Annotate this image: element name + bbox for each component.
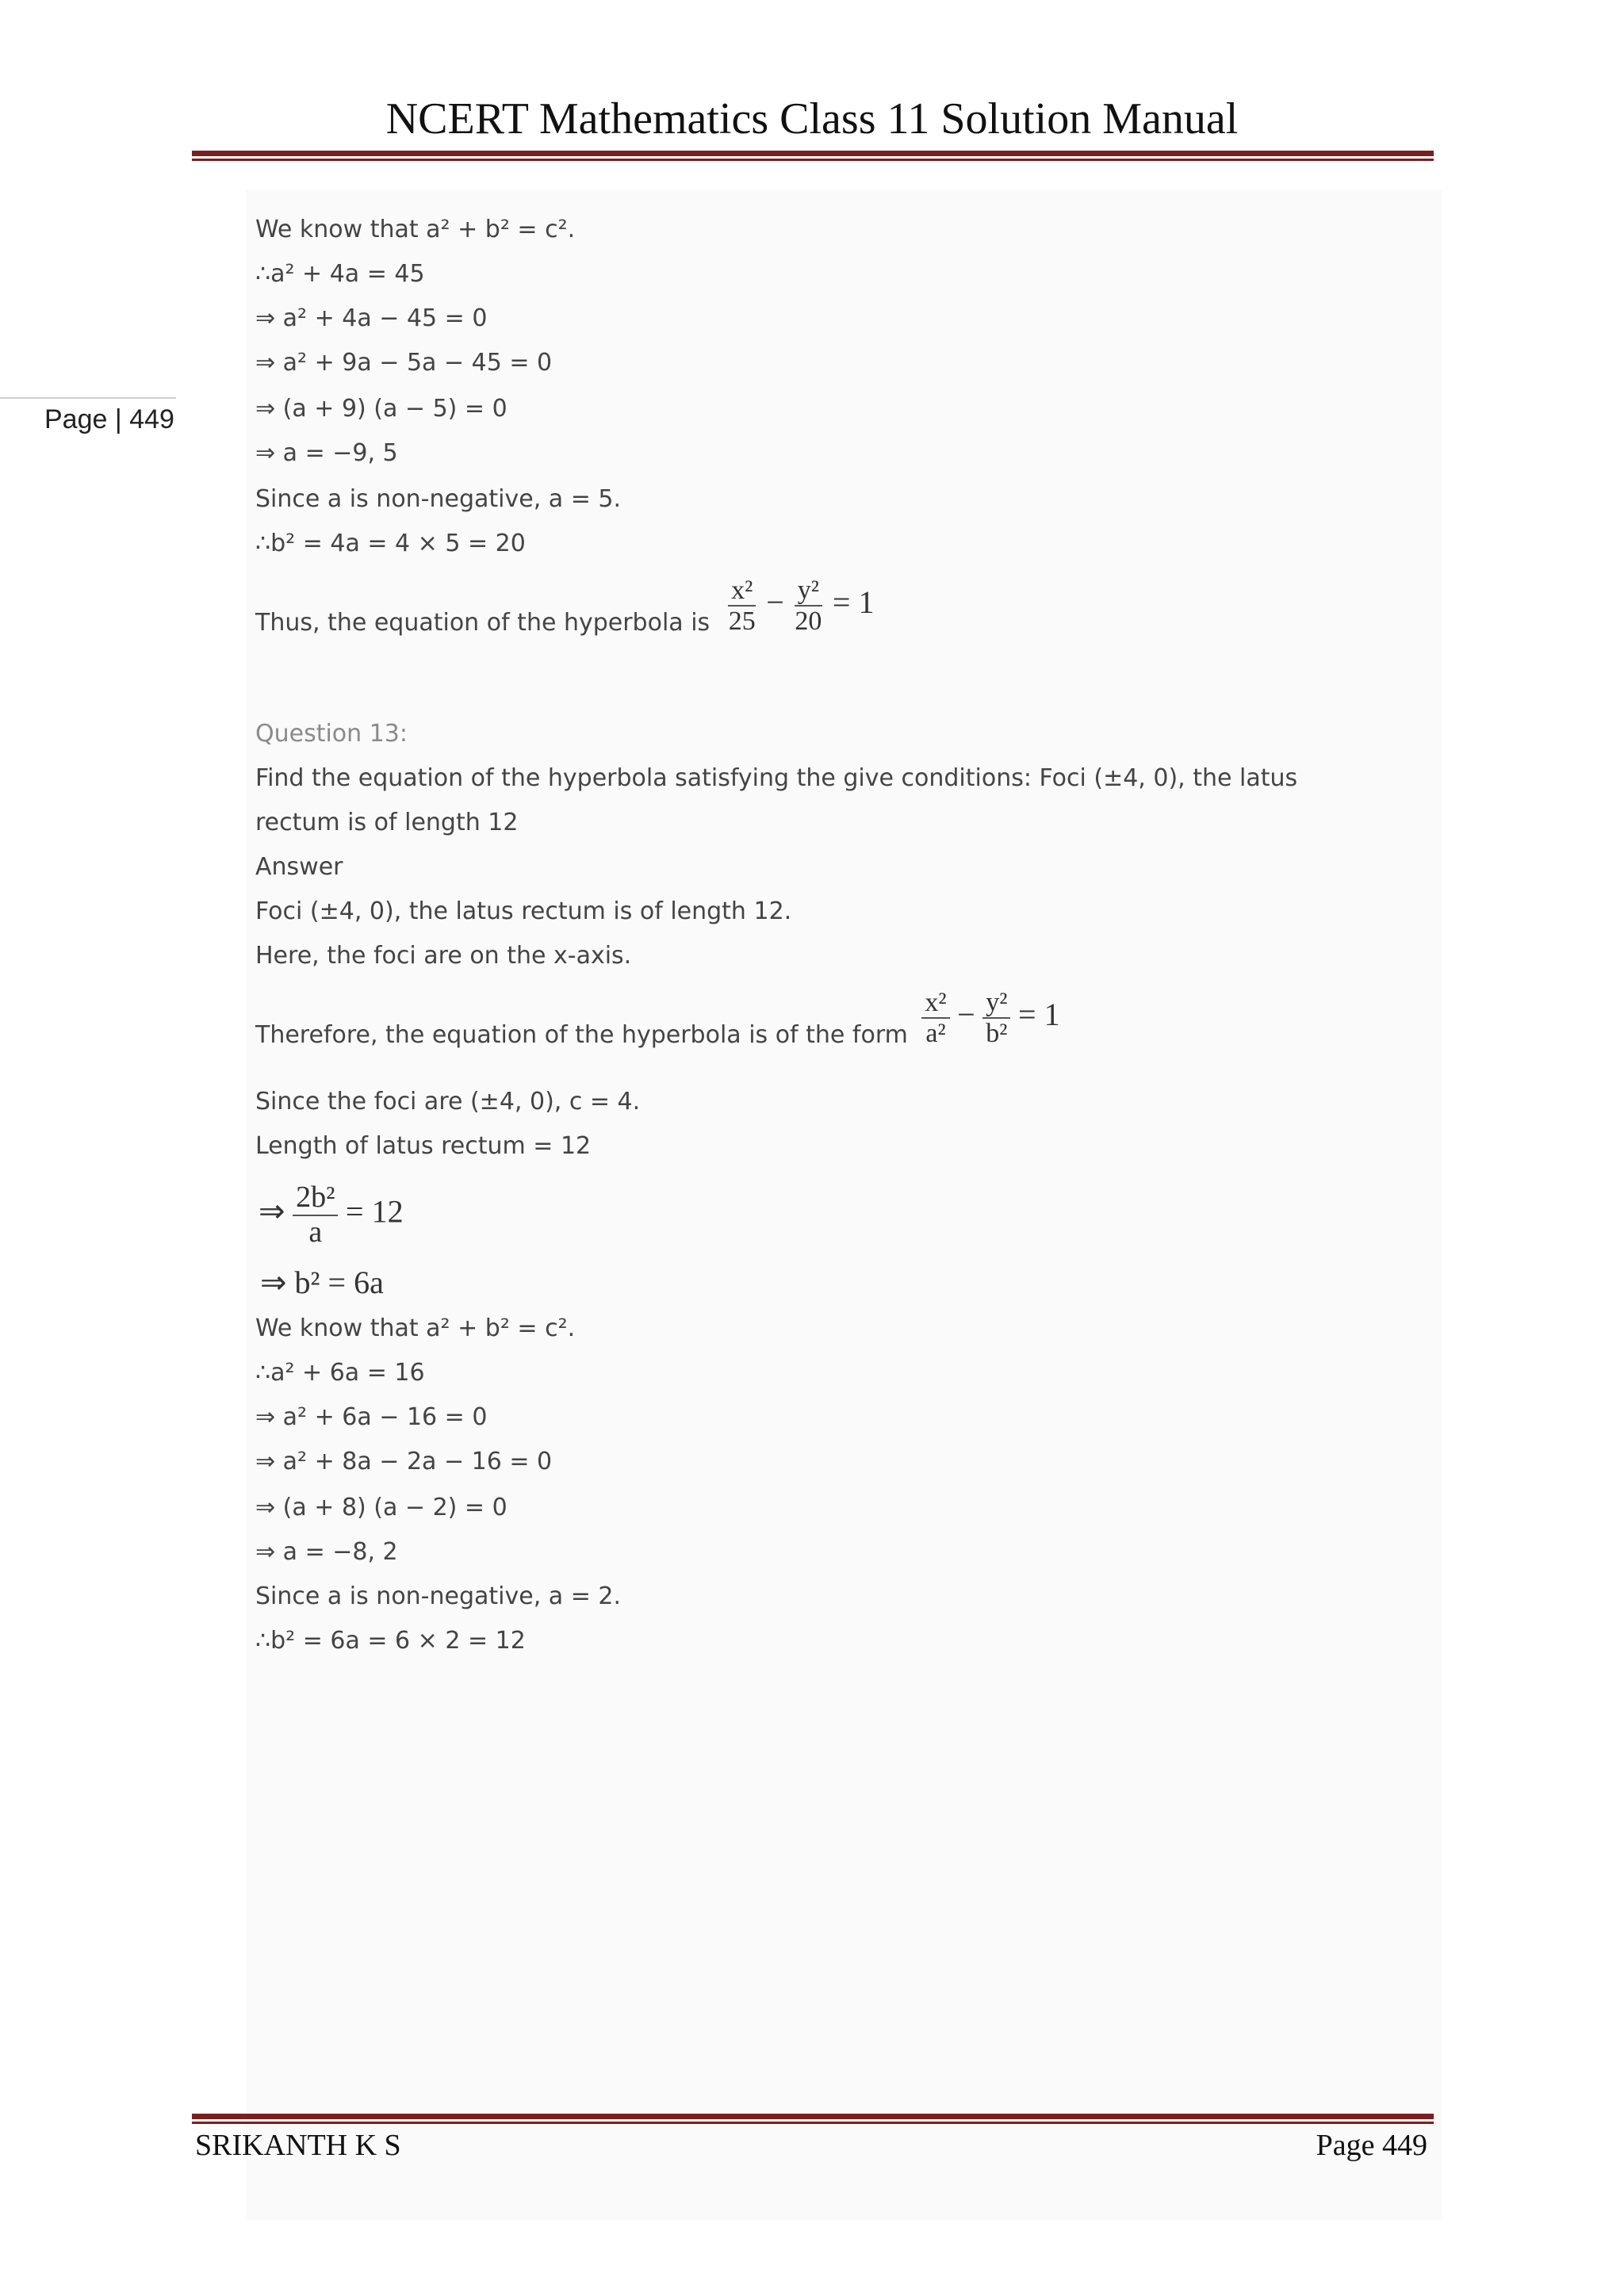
text-line: ⇒ a² + 4a − 45 = 0 <box>255 304 488 332</box>
text-line: Foci (±4, 0), the latus rectum is of length 12. <box>255 897 792 925</box>
text-line: Since the foci are (±4, 0), c = 4. <box>255 1088 641 1115</box>
equation-line <box>255 1181 404 1249</box>
text-line: ∴b² = 6a = 6 × 2 = 12 <box>255 1627 526 1655</box>
text-line: We know that a² + b² = c². <box>255 216 576 243</box>
footer-page-number: Page 449 <box>1316 2129 1427 2162</box>
minus-sign: − <box>766 584 784 620</box>
fraction-numerator: x² <box>921 988 949 1019</box>
equation-line <box>255 576 874 637</box>
text-line: Therefore, the equation of the hyperbola is of the form <box>255 1020 908 1049</box>
footer-rule-thin <box>192 2122 1434 2124</box>
implies-arrow: ⇒ <box>259 1193 285 1230</box>
fraction <box>726 576 759 637</box>
text-line: ⇒ a² + 6a − 16 = 0 <box>255 1403 488 1431</box>
fraction-numerator: 2b² <box>293 1181 338 1216</box>
fraction-numerator: x² <box>728 576 756 607</box>
equation-rhs: = 12 <box>346 1193 404 1230</box>
text-line: ∴a² + 6a = 16 <box>255 1359 425 1387</box>
text-line: ∴b² = 4a = 4 × 5 = 20 <box>255 530 526 557</box>
footer-author: SRIKANTH K S <box>195 2129 401 2162</box>
text-line: ⇒ a² + 8a − 2a − 16 = 0 <box>255 1448 553 1475</box>
question-text: Find the equation of the hyperbola satisfying the give conditions: Foci (±4, 0), the latus <box>255 764 1298 792</box>
minus-sign: − <box>957 996 975 1032</box>
margin-rule <box>0 397 176 399</box>
equation-line: ⇒ b² = 6a <box>260 1265 384 1300</box>
fraction-numerator: y² <box>795 576 822 607</box>
fraction <box>982 988 1010 1049</box>
text-line: Since a is non-negative, a = 5. <box>255 485 622 513</box>
equation-line <box>255 988 1060 1049</box>
header-rule-thin <box>192 159 1434 161</box>
text-line: ⇒ a = −8, 2 <box>255 1538 398 1566</box>
fraction-denominator: 25 <box>728 607 756 637</box>
text-line: ⇒ (a + 8) (a − 2) = 0 <box>255 1494 508 1521</box>
fraction <box>293 1181 338 1249</box>
fraction-numerator: y² <box>982 988 1010 1019</box>
text-line: Since a is non-negative, a = 2. <box>255 1582 622 1610</box>
text-line: ⇒ a = −9, 5 <box>255 439 398 467</box>
fraction <box>791 576 825 637</box>
fraction-denominator: a² <box>925 1019 946 1049</box>
equation-rhs: = 1 <box>832 584 875 620</box>
text-line: Length of latus rectum = 12 <box>255 1132 592 1160</box>
fraction-denominator: 20 <box>795 607 822 637</box>
text-line: ⇒ a² + 9a − 5a − 45 = 0 <box>255 349 553 377</box>
fraction-denominator: a <box>308 1215 323 1249</box>
fraction-denominator: b² <box>986 1019 1008 1049</box>
header-rule-thick <box>192 151 1434 156</box>
fraction <box>921 988 949 1049</box>
answer-label: Answer <box>255 853 343 881</box>
text-line: ⇒ (a + 9) (a − 5) = 0 <box>255 395 508 423</box>
text-line: ∴a² + 4a = 45 <box>255 260 425 288</box>
question-label: Question 13: <box>255 720 408 748</box>
footer-rule-thick <box>192 2114 1434 2119</box>
text-line: Thus, the equation of the hyperbola is <box>255 608 710 637</box>
text-line: We know that a² + b² = c². <box>255 1314 576 1342</box>
margin-page-tag: Page | 449 <box>44 404 174 434</box>
page-header-title: NCERT Mathematics Class 11 Solution Manual <box>385 94 1239 144</box>
question-text: rectum is of length 12 <box>255 809 519 836</box>
text-line: Here, the foci are on the x-axis. <box>255 942 632 970</box>
equation-rhs: = 1 <box>1018 996 1060 1032</box>
